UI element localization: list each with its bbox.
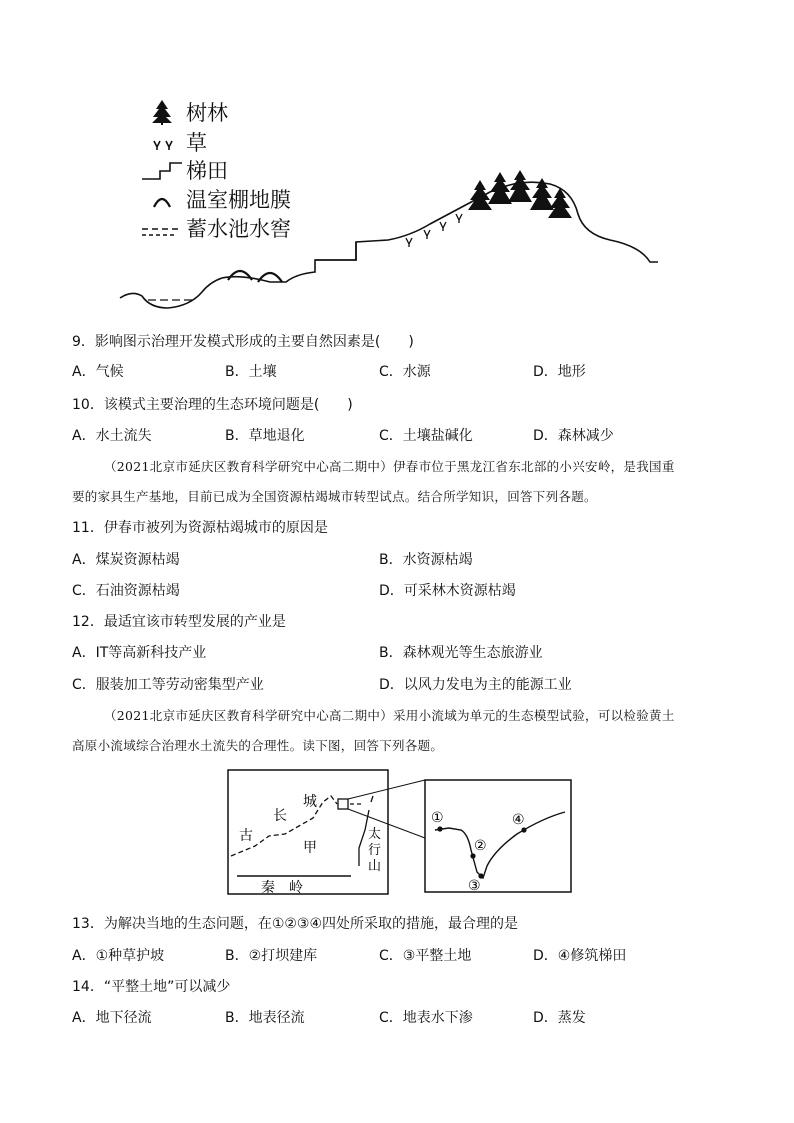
legend-item-grass [140, 128, 207, 156]
point-1 [437, 826, 442, 831]
q10-option-d[interactable]: D．森林减少 [533, 428, 614, 444]
q14-option-d[interactable]: D．蒸发 [533, 1010, 586, 1026]
q10-option-c[interactable]: C．土壤盐碱化 [379, 428, 473, 444]
label-chang: 长 [273, 808, 287, 824]
q13-option-d[interactable]: D．④修筑梯田 [533, 948, 627, 964]
q9-option-d[interactable]: D．地形 [533, 364, 586, 380]
label-taihang-2: 行 [368, 843, 382, 858]
q11-option-a[interactable]: A．煤炭资源枯竭 [72, 552, 180, 568]
q11-option-c[interactable]: C．石油资源枯竭 [72, 583, 180, 599]
label-gu: 古 [239, 828, 253, 844]
terrain-cross-section [110, 170, 680, 315]
legend-label: 蓄水池水窖 [186, 217, 291, 241]
question-12: 12．最适宜该市转型发展的产业是 [72, 614, 286, 630]
legend-label: 温室棚地膜 [186, 188, 291, 212]
great-wall-line [231, 796, 337, 856]
q14-option-c[interactable]: C．地表水下渗 [379, 1010, 473, 1026]
passage-1-line-1: （2021北京市延庆区教育科学研究中心高二期中）伊春市位于黑龙江省东北部的小兴安岭，是我国重 [104, 459, 675, 474]
q13-option-c[interactable]: C．③平整土地 [379, 948, 472, 964]
forest-trees [468, 170, 572, 218]
point-4 [521, 827, 526, 832]
loess-plateau-map [225, 768, 575, 898]
question-9: 9．影响图示治理开发模式形成的主要自然因素是( ) [72, 334, 414, 350]
label-taihang-3: 山 [368, 859, 382, 874]
passage-2-line-2: 高原小流域综合治理水土流失的合理性。读下图，回答下列各题。 [72, 738, 444, 753]
legend-label: 梯田 [186, 159, 228, 183]
q12-option-b[interactable]: B．森林观光等生态旅游业 [379, 645, 543, 661]
q10-option-a[interactable]: A．水土流失 [72, 428, 152, 444]
question-10: 10．该模式主要治理的生态环境问题是( ) [72, 397, 353, 413]
q11-option-b[interactable]: B．水资源枯竭 [379, 552, 473, 568]
q14-option-a[interactable]: A．地下径流 [72, 1010, 152, 1026]
q9-option-c[interactable]: C．水源 [379, 364, 431, 380]
tree-icon [140, 99, 184, 125]
label-taihang-1: 太 [368, 827, 382, 842]
q9-option-b[interactable]: B．土壤 [225, 364, 277, 380]
q11-option-d[interactable]: D．可采林木资源枯竭 [379, 583, 516, 599]
q13-option-b[interactable]: B．②打坝建库 [225, 948, 318, 964]
label-point-3: ③ [468, 878, 481, 894]
grass-marks [406, 214, 462, 247]
q14-option-b[interactable]: B．地表径流 [225, 1010, 305, 1026]
point-2 [470, 853, 475, 858]
passage-2-line-1: （2021北京市延庆区教育科学研究中心高二期中）采用小流域为单元的生态模型试验，可以检验黄土 [104, 708, 675, 723]
legend-label: 树林 [186, 101, 228, 125]
q9-option-a[interactable]: A．气候 [72, 364, 124, 380]
question-11: 11．伊春市被列为资源枯竭城市的原因是 [72, 520, 328, 536]
study-area-box [338, 799, 348, 809]
q12-option-c[interactable]: C．服装加工等劳动密集型产业 [72, 677, 264, 693]
label-point-1: ① [431, 810, 444, 826]
legend-label: 草 [186, 131, 207, 155]
slope-profile [435, 812, 565, 878]
legend-item-forest [140, 98, 228, 126]
q12-option-a[interactable]: A．IT等高新科技产业 [72, 645, 207, 661]
label-jia: 甲 [303, 840, 317, 856]
q13-option-a[interactable]: A．①种草护坡 [72, 948, 165, 964]
q10-option-b[interactable]: B．草地退化 [225, 428, 305, 444]
label-cheng: 城 [303, 794, 317, 810]
label-qinling: 秦 岭 [261, 880, 303, 896]
question-14: 14．“平整土地”可以减少 [72, 979, 231, 995]
passage-1-line-2: 要的家具生产基地，目前已成为全国资源枯竭城市转型试点。结合所学知识，回答下列各题。 [72, 489, 597, 504]
label-point-2: ② [474, 838, 487, 854]
q12-option-d[interactable]: D．以风力发电为主的能源工业 [379, 677, 572, 693]
label-point-4: ④ [512, 812, 525, 828]
question-13: 13．为解决当地的生态问题，在①②③④四处所采取的措施，最合理的是 [72, 916, 519, 932]
detail-frame [425, 780, 571, 892]
grass-icon [140, 129, 184, 155]
